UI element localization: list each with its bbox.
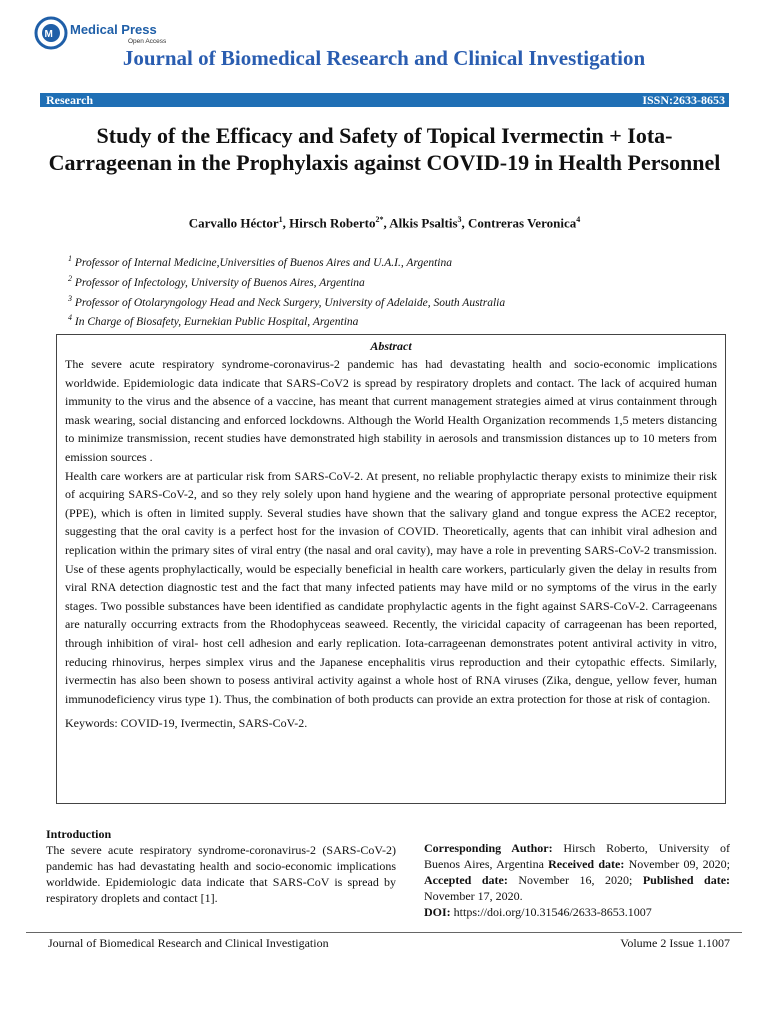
affiliation-text: Professor of Internal Medicine,Universities of Buenos Aires and U.A.I., Argentina (74, 256, 452, 269)
received-date-label: Received date: (548, 857, 625, 871)
abstract-keywords: Keywords: COVID-19, Ivermectin, SARS-CoV-2. (65, 716, 308, 731)
publisher-logo (34, 16, 174, 50)
introduction-text: The severe acute respiratory syndrome-coronavirus-2 (SARS-CoV-2) pandemic has had devastating health and socio-economic implications worldwide. Epidemiologic data indicate that SARS-CoV is spread by respiratory droplets and contact [1]. (46, 843, 396, 905)
doi-link[interactable]: https://doi.org/10.31546/2633-8653.1007 (453, 905, 652, 919)
footer-journal: Journal of Biomedical Research and Clinical Investigation (48, 936, 329, 950)
publisher-brand: Medical Press (70, 22, 157, 37)
affiliation (68, 310, 505, 330)
abstract-paragraph-1: The severe acute respiratory syndrome-coronavirus-2 pandemic has had devastating health and socio-economic implications worldwide. Epidemiologic data indicate that SARS-CoV2 is spread by respiratory droplets and contact. The lack of acquired human immunity to the virus and the absence of a vaccine, has meant that current management strategies aimed at virus containment through mask wearing, social distancing and enforced lockdowns. Although the World Health Organization recommends 1,5 meters distancing to minimize transmission, recent studies have demonstrated high stability in aerosols and transmission distances up to 10 meters from emission sources . (65, 357, 717, 464)
accepted-date-label: Accepted date: (424, 873, 508, 887)
introduction-section (46, 826, 396, 906)
affiliation-sup: 2 (68, 273, 72, 283)
author-name: Contreras Veronica (468, 215, 577, 231)
journal-title: Journal of Biomedical Research and Clinical Investigation (122, 46, 646, 70)
affiliation-sup: 4 (68, 313, 72, 323)
issn-label: ISSN:2633-8653 (642, 93, 725, 107)
author-name: Hirsch Roberto (289, 215, 376, 231)
author-sup: 1 (278, 215, 283, 224)
published-date-value: November 17, 2020. (424, 889, 523, 903)
publisher-subtitle: Open Access (128, 38, 167, 45)
accepted-date-value: November 16, 2020; (518, 873, 633, 887)
footer-divider (26, 932, 742, 933)
footer-volume: Volume 2 Issue 1.1007 (620, 936, 730, 950)
affiliation-text: Professor of Otolaryngology Head and Neck Surgery, University of Adelaide, South Australia (74, 296, 506, 309)
introduction-heading: Introduction (46, 827, 112, 841)
received-date-value: November 09, 2020; (628, 857, 731, 871)
svg-text:M: M (44, 29, 53, 40)
paper-title: Study of the Efficacy and Safety of Topical Ivermectin + Iota-Carrageenan in the Prophylaxis against COVID-19 in Health Personnel (48, 123, 721, 175)
affiliation-text: Professor of Infectology, University of Buenos Aires, Argentina (74, 276, 365, 289)
author-name: Carvallo Héctor (188, 215, 279, 231)
author-sup: 2* (375, 215, 384, 224)
affiliation-text: In Charge of Biosafety, Eurnekian Public Hospital, Argentina (74, 316, 359, 329)
correspondence-block (424, 840, 730, 920)
corresponding-author-value: Hirsch Roberto, University of Buenos Aires, Argentina (424, 841, 731, 871)
abstract-paragraph-2: Health care workers are at particular risk from SARS-CoV-2. At present, no reliable prophylactic therapy exists to minimize their risk of acquiring SARS-CoV-2, and so they rely solely upon hand hygiene and the wearing of appropriate personal protective equipment (PPE), which is often in limited supply. Several studies have shown that the salivary gland and tongue express the ACE2 receptor, suggesting that the oral cavity is a perfect host for the invasion of COVID. Theoretically, agents that can inhibit viral adhesion and replication within the primary sites of viral entry (the nasal and oral cavity), may have a role in preventing SARS-CoV-2 transmission. Use of these agents prophylactically, would be especially beneficial in health care workers, particularly given the delay in results from viral RNA detection diagnostic test and the fact that many infected patients may have mild or no symptoms of the virus in the early stages. Two possible substances have been identified as candidate prophylactic agents in the fight against SARS-CoV-2. Carrageenans are naturally occurring extracts from the Rhodophyceas seaweed. Recently, the viricidal capacity of carrageenan has been reported, through inhibition of viral- host cell adhesion and early replication. Iota-carrageenan demonstrates potent antiviral activity in vitro, reducing rhinovirus, herpes simplex virus and the Japanese encephalitis virus reproduction and their cytopathic effects. Similarly, ivermectin has also been shown to posess antiviral activity against a whole host of RNA viruses (Zika, dengue, yellow fever, human immunodeficiency virus type 1). Thus, the combination of both products can provide an extra protection for those at risk of contagion. (65, 468, 717, 706)
corresponding-author-label: Corresponding Author: (424, 841, 553, 855)
section-bar (40, 93, 729, 107)
affiliation (68, 291, 505, 311)
doi-label: DOI: (424, 905, 451, 919)
section-label: Research (46, 93, 94, 107)
author-name: Alkis Psaltis (389, 215, 458, 231)
abstract-box (56, 334, 726, 804)
affiliation-sup: 1 (68, 254, 72, 263)
affiliation-sup: 3 (68, 293, 72, 303)
author-sup: 4 (576, 215, 581, 224)
author-list: Carvallo Héctor$^1$, Hirsch Roberto$^{2*}$, Alkis Psaltis$^3$, Contreras Veronica$^4$ (188, 215, 581, 231)
affiliations (68, 251, 505, 330)
mp-logo-icon (34, 16, 68, 50)
published-date-label: Published date: (642, 873, 731, 887)
abstract-heading: Abstract (370, 339, 412, 353)
affiliation (68, 271, 505, 291)
author-sup: 3 (457, 215, 462, 224)
affiliation (68, 251, 505, 271)
